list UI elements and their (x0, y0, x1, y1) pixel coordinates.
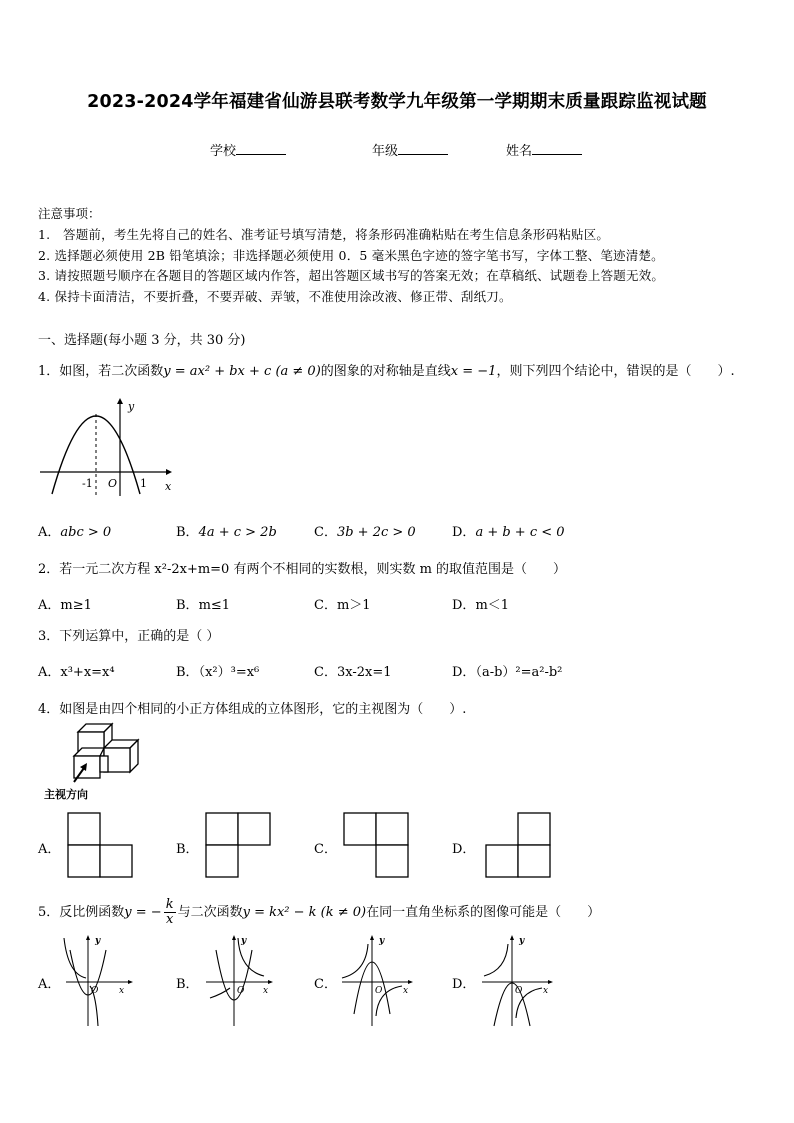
q5-f1-den: x (165, 912, 174, 927)
q1-option-d-text: a + b + c < 0 (475, 525, 565, 540)
q5a-x-label: x (119, 986, 125, 996)
q1-mid: 的图象的对称轴是直线 (320, 364, 451, 379)
q4-view-label: 主视方向 (44, 788, 88, 801)
q3-option-d-text: （a-b）²=a²-b² (475, 665, 563, 680)
q4-option-b[interactable]: B． (176, 842, 199, 857)
q1-formula: y = ax² + bx + c (a ≠ 0) (163, 364, 321, 379)
notice-item-1: 1. 答题前，考生先将自己的姓名、准考证号填写清楚，将条形码准确粘贴在考生信息条形码粘贴区。 (38, 227, 610, 242)
q4-option-d-view[interactable] (485, 812, 551, 878)
q2-option-b-label: B． (176, 598, 199, 613)
name-label: 姓名 (506, 144, 533, 159)
q5c-x-label: x (403, 986, 409, 996)
q5-option-a-graph[interactable] (60, 930, 136, 1030)
q5a-o-label: O (91, 986, 99, 996)
q1-x-label: x (165, 480, 172, 493)
school-label: 学校 (210, 144, 237, 159)
q3-option-c[interactable] (314, 661, 392, 680)
q5c-y-label: y (379, 936, 385, 946)
page-title: 2023-2024学年福建省仙游县联考数学九年级第一学期期末质量跟踪监视试题 (87, 92, 707, 112)
q1-neg1-label: -1 (82, 477, 93, 490)
q3-option-c-text: 3x-2x=1 (336, 665, 392, 680)
q1-one-label: 1 (140, 477, 147, 490)
q3-option-b-label: B． (176, 665, 199, 680)
question-1 (38, 360, 735, 379)
section-heading: 一、选择题(每小题 3 分，共 30 分) (38, 333, 246, 348)
q5-option-c-graph[interactable] (336, 930, 416, 1030)
q1-option-b-text: 4a + c > 2b (198, 525, 277, 540)
q2-option-d[interactable] (452, 594, 509, 613)
q2-option-a[interactable] (38, 594, 92, 613)
q3-option-a[interactable] (38, 661, 115, 680)
q5d-o-label: O (515, 986, 523, 996)
q3-option-b[interactable] (176, 661, 259, 680)
q3-option-a-text: x³+x=x⁴ (60, 665, 115, 680)
q1-option-d-label: D． (452, 525, 476, 540)
q4-option-d[interactable]: D． (452, 842, 476, 857)
q2-option-c[interactable] (314, 594, 371, 613)
q1-option-d[interactable] (452, 521, 565, 540)
q1-option-c[interactable] (314, 521, 416, 540)
question-5 (38, 898, 600, 927)
q1-option-c-text: 3b + 2c > 0 (336, 525, 416, 540)
q5-option-d-graph[interactable] (476, 930, 556, 1030)
q1-axis: x = −1 (450, 364, 497, 379)
q3-option-c-label: C． (314, 665, 337, 680)
grade-label: 年级 (372, 144, 399, 159)
q5-post: 在同一直角坐标系的图像可能是（ ） (366, 905, 601, 920)
notice-item-3: 3. 请按照题号顺序在各题目的答题区域内作答，超出答题区域书写的答案无效；在草稿纸、试题卷上答题无效。 (38, 268, 665, 283)
q5-f1-y: y = − (124, 905, 162, 920)
q1-option-c-label: C． (314, 525, 337, 540)
question-2: 2．若一元二次方程 x²-2x+m=0 有两个不相同的实数根，则实数 m 的取值范围是（ ） (38, 562, 567, 577)
q4-option-c-view[interactable] (343, 812, 409, 878)
q1-option-a[interactable] (38, 521, 111, 540)
school-field[interactable] (210, 140, 286, 159)
q2-option-c-label: C． (314, 598, 337, 613)
q5-f1-num: k (165, 897, 174, 912)
q1-parabola-graph (38, 396, 178, 500)
q4-option-a-view[interactable] (67, 812, 133, 878)
q1-x-arrow-icon (166, 469, 172, 475)
q2-option-d-text: m＜1 (475, 598, 510, 613)
q3-option-a-label: A． (38, 665, 61, 680)
q2-option-a-label: A． (38, 598, 61, 613)
q1-option-a-text: abc > 0 (60, 525, 112, 540)
q1-origin-label: O (108, 477, 118, 490)
q5-option-b-graph[interactable] (200, 930, 276, 1030)
q1-post: ，则下列四个结论中，错误的是（ ）. (496, 364, 735, 379)
q2-option-a-text: m≥1 (60, 598, 92, 613)
grade-field[interactable] (372, 140, 448, 159)
notice-heading: 注意事项： (38, 206, 101, 221)
q5-f2: y = kx² − k (k ≠ 0) (242, 905, 367, 920)
q5-option-a[interactable]: A． (38, 977, 61, 992)
question-4: 4．如图是由四个相同的小正方体组成的立体图形，它的主视图为（ ）. (38, 702, 467, 717)
q5b-y-label: y (241, 936, 247, 946)
q1-pre: 1．如图，若二次函数 (38, 364, 164, 379)
q2-option-c-text: m＞1 (336, 598, 371, 613)
q5-pre: 5．反比例函数 (38, 905, 125, 920)
q4-option-c[interactable]: C． (314, 842, 337, 857)
notice-item-2: 2. 选择题必须使用 2B 铅笔填涂；非选择题必须使用 0．5 毫米黑色字迹的签字笔书写，字体工整、笔迹清楚。 (38, 248, 664, 263)
q5-fraction (164, 898, 176, 927)
q1-option-b-label: B． (176, 525, 199, 540)
q4-cube-figure (44, 720, 140, 786)
q5-mid: 与二次函数 (177, 905, 243, 920)
q5b-x-label: x (263, 986, 269, 996)
q1-y-arrow-icon (117, 398, 123, 404)
q1-option-b[interactable] (176, 521, 277, 540)
q5-option-b[interactable]: B． (176, 977, 199, 992)
question-3: 3．下列运算中，正确的是（ ） (38, 629, 220, 644)
q4-option-a[interactable]: A． (38, 842, 61, 857)
notice-item-4: 4. 保持卡面清洁，不要折叠，不要弄破、弄皱，不准使用涂改液、修正带、刮纸刀。 (38, 289, 512, 304)
q5d-y-label: y (519, 936, 525, 946)
q4-option-b-view[interactable] (205, 812, 271, 878)
q5c-o-label: O (375, 986, 383, 996)
q2-option-d-label: D． (452, 598, 476, 613)
q5d-x-label: x (543, 986, 549, 996)
name-field[interactable] (506, 140, 582, 159)
q5-option-c[interactable]: C． (314, 977, 337, 992)
q3-option-d[interactable] (452, 661, 562, 680)
q3-option-d-label: D． (452, 665, 476, 680)
q2-option-b-text: m≤1 (198, 598, 231, 613)
q1-y-label: y (128, 400, 135, 413)
q5-option-d[interactable]: D． (452, 977, 476, 992)
q2-option-b[interactable] (176, 594, 230, 613)
q5a-y-label: y (95, 936, 101, 946)
q5b-o-label: O (237, 986, 245, 996)
q1-option-a-label: A． (38, 525, 61, 540)
q3-option-b-text: （x²）³=x⁶ (198, 665, 260, 680)
